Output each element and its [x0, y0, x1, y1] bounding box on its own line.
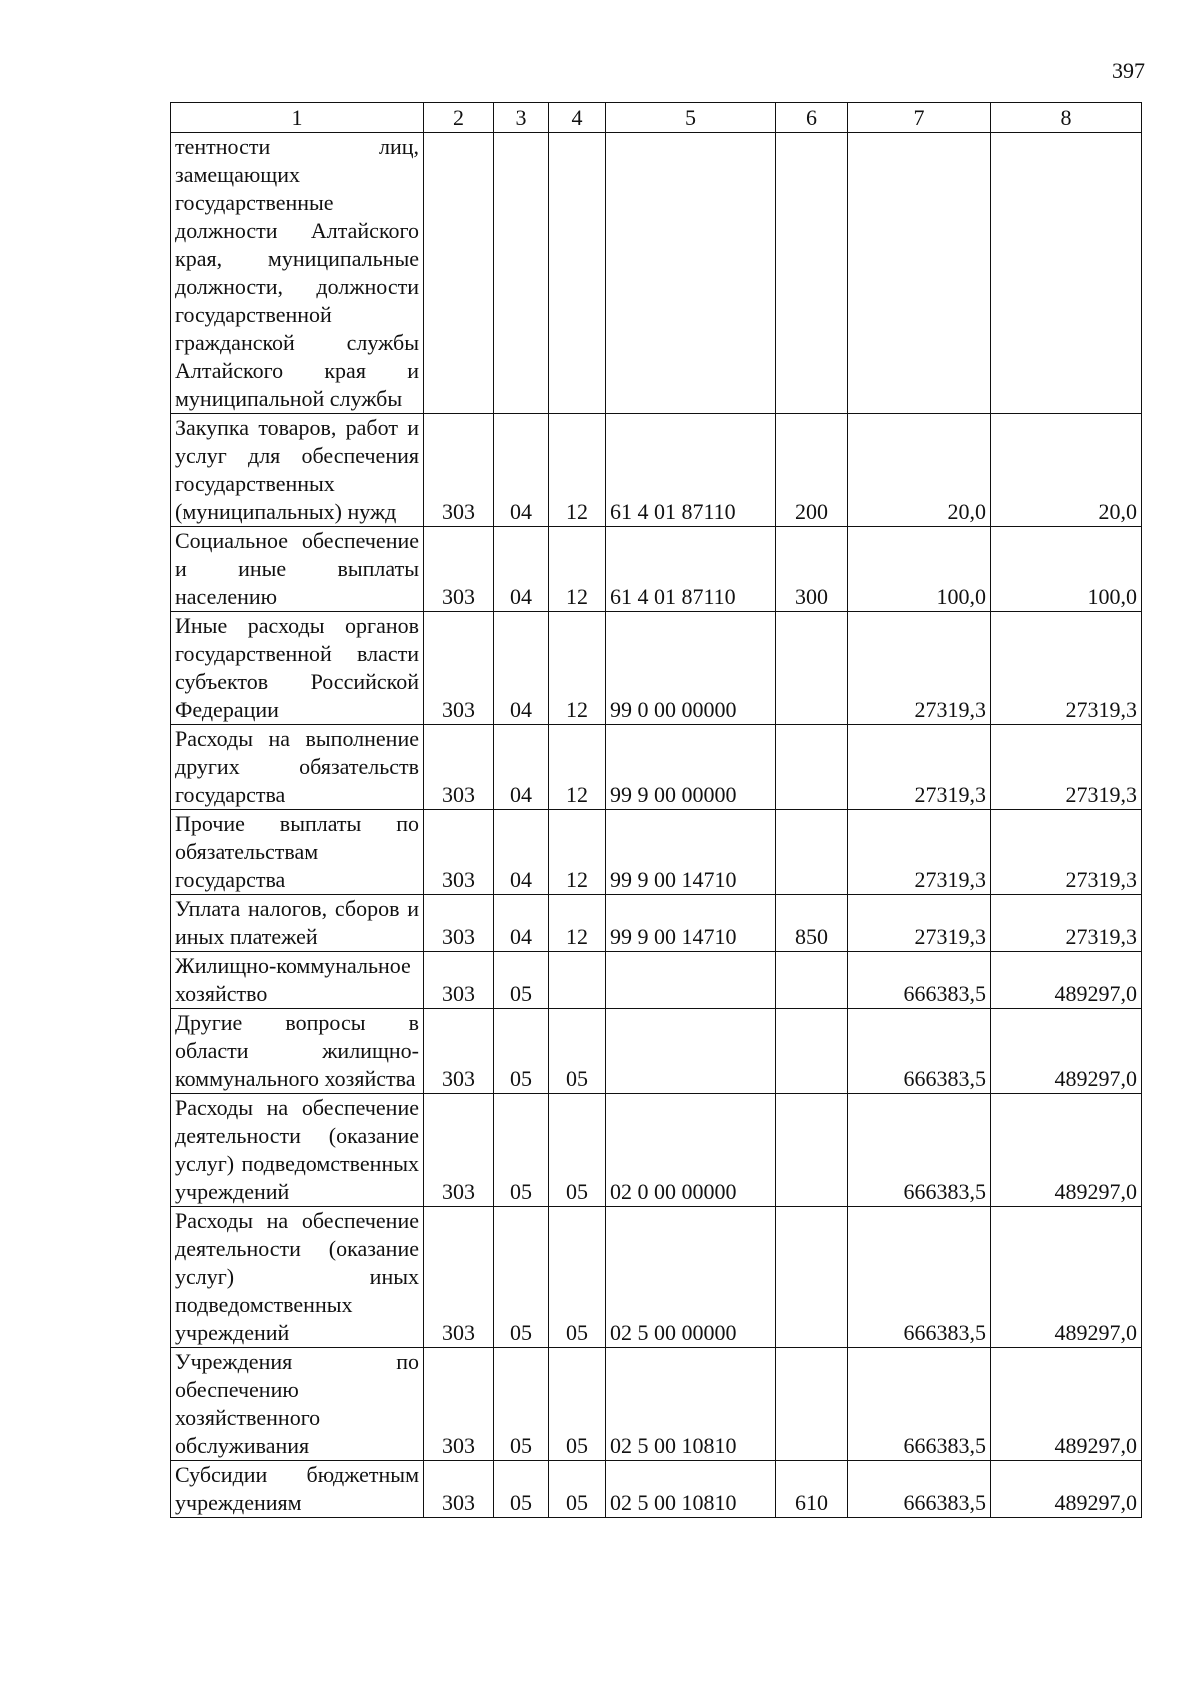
cell-subsection: 12 — [549, 725, 606, 810]
header-cell-7: 7 — [848, 103, 991, 133]
cell-admin-code: 303 — [424, 1094, 494, 1207]
cell-amount-2: 20,0 — [991, 414, 1142, 527]
cell-subsection — [549, 952, 606, 1009]
cell-amount-2: 489297,0 — [991, 1348, 1142, 1461]
cell-target-article: 02 5 00 00000 — [606, 1207, 776, 1348]
cell-section: 05 — [494, 1207, 549, 1348]
cell-amount-1: 27319,3 — [848, 612, 991, 725]
cell-section: 05 — [494, 952, 549, 1009]
cell-amount-2: 489297,0 — [991, 1009, 1142, 1094]
cell-subsection: 05 — [549, 1461, 606, 1518]
row-name: Социальное обеспечение и иные выплаты населению — [171, 527, 424, 612]
cell-expense-type: 610 — [776, 1461, 848, 1518]
cell-section: 04 — [494, 414, 549, 527]
cell-target-article — [606, 952, 776, 1009]
row-name: Уплата налогов, сборов и иных платежей — [171, 895, 424, 952]
row-name: Расходы на выполнение других обязательств государства — [171, 725, 424, 810]
cell-section: 04 — [494, 895, 549, 952]
row-name: Субсидии бюджетным учреждениям — [171, 1461, 424, 1518]
row-name: Расходы на обеспечение деятельности (оказание услуг) иных подведомственных учреждений — [171, 1207, 424, 1348]
cell-target-article: 99 9 00 00000 — [606, 725, 776, 810]
table-row — [171, 612, 1142, 725]
cell-amount-1: 20,0 — [848, 414, 991, 527]
cell-subsection — [549, 133, 606, 414]
table-row — [171, 133, 1142, 414]
row-name: Другие вопросы в области жилищно-коммунального хозяйства — [171, 1009, 424, 1094]
cell-subsection: 12 — [549, 895, 606, 952]
table-row — [171, 414, 1142, 527]
cell-section: 04 — [494, 527, 549, 612]
cell-expense-type: 200 — [776, 414, 848, 527]
header-cell-5: 5 — [606, 103, 776, 133]
cell-expense-type — [776, 1094, 848, 1207]
header-row — [171, 103, 1142, 133]
table-row — [171, 1094, 1142, 1207]
cell-target-article: 99 0 00 00000 — [606, 612, 776, 725]
cell-expense-type — [776, 612, 848, 725]
cell-target-article — [606, 1009, 776, 1094]
cell-section: 04 — [494, 810, 549, 895]
cell-amount-1: 666383,5 — [848, 1348, 991, 1461]
cell-amount-1: 27319,3 — [848, 810, 991, 895]
cell-amount-1: 666383,5 — [848, 1207, 991, 1348]
cell-amount-2: 27319,3 — [991, 612, 1142, 725]
cell-expense-type: 300 — [776, 527, 848, 612]
cell-subsection: 05 — [549, 1094, 606, 1207]
cell-amount-2: 27319,3 — [991, 895, 1142, 952]
cell-amount-2: 489297,0 — [991, 1207, 1142, 1348]
cell-expense-type — [776, 952, 848, 1009]
cell-subsection: 05 — [549, 1207, 606, 1348]
table-row — [171, 527, 1142, 612]
cell-amount-1 — [848, 133, 991, 414]
budget-table — [170, 102, 1142, 1518]
cell-admin-code: 303 — [424, 527, 494, 612]
cell-expense-type — [776, 1009, 848, 1094]
cell-admin-code: 303 — [424, 725, 494, 810]
table-row — [171, 1207, 1142, 1348]
header-cell-4: 4 — [549, 103, 606, 133]
cell-target-article: 02 5 00 10810 — [606, 1461, 776, 1518]
cell-target-article: 61 4 01 87110 — [606, 414, 776, 527]
header-cell-3: 3 — [494, 103, 549, 133]
row-name: Иные расходы органов государственной власти субъектов Российской Федерации — [171, 612, 424, 725]
cell-section: 05 — [494, 1461, 549, 1518]
cell-expense-type — [776, 1348, 848, 1461]
cell-amount-1: 27319,3 — [848, 725, 991, 810]
page-number: 397 — [1112, 58, 1145, 83]
cell-admin-code — [424, 133, 494, 414]
cell-expense-type — [776, 133, 848, 414]
header-cell-2: 2 — [424, 103, 494, 133]
cell-subsection: 05 — [549, 1348, 606, 1461]
cell-section: 04 — [494, 612, 549, 725]
cell-target-article: 61 4 01 87110 — [606, 527, 776, 612]
cell-target-article — [606, 133, 776, 414]
cell-amount-1: 666383,5 — [848, 952, 991, 1009]
cell-expense-type — [776, 725, 848, 810]
table-row — [171, 1461, 1142, 1518]
cell-amount-1: 100,0 — [848, 527, 991, 612]
cell-admin-code: 303 — [424, 810, 494, 895]
cell-section: 05 — [494, 1009, 549, 1094]
row-name: Закупка товаров, работ и услуг для обеспечения государственных (муниципальных) нужд — [171, 414, 424, 527]
cell-section: 04 — [494, 725, 549, 810]
cell-section: 05 — [494, 1348, 549, 1461]
cell-admin-code: 303 — [424, 895, 494, 952]
cell-subsection: 12 — [549, 612, 606, 725]
cell-amount-2 — [991, 133, 1142, 414]
cell-expense-type — [776, 810, 848, 895]
table-row — [171, 1348, 1142, 1461]
cell-amount-1: 666383,5 — [848, 1009, 991, 1094]
table-row — [171, 810, 1142, 895]
cell-admin-code: 303 — [424, 952, 494, 1009]
cell-admin-code: 303 — [424, 1348, 494, 1461]
row-name: Учреждения по обеспечению хозяйственного обслуживания — [171, 1348, 424, 1461]
table-row — [171, 1009, 1142, 1094]
cell-amount-1: 27319,3 — [848, 895, 991, 952]
header-cell-6: 6 — [776, 103, 848, 133]
cell-expense-type: 850 — [776, 895, 848, 952]
cell-admin-code: 303 — [424, 1009, 494, 1094]
row-name: Прочие выплаты по обязательствам государства — [171, 810, 424, 895]
cell-subsection: 12 — [549, 810, 606, 895]
cell-amount-2: 100,0 — [991, 527, 1142, 612]
row-name: тентности лиц, замещающих государственные должности Алтайского края, муниципальные должности, должности государственной гражданской службы Алтайского края и муниципальной службы — [171, 133, 424, 414]
cell-amount-1: 666383,5 — [848, 1461, 991, 1518]
table-row — [171, 895, 1142, 952]
row-name: Жилищно-коммунальное хозяйство — [171, 952, 424, 1009]
cell-admin-code: 303 — [424, 1207, 494, 1348]
table-row — [171, 952, 1142, 1009]
cell-target-article: 02 5 00 10810 — [606, 1348, 776, 1461]
cell-target-article: 99 9 00 14710 — [606, 895, 776, 952]
cell-subsection: 12 — [549, 527, 606, 612]
cell-target-article: 99 9 00 14710 — [606, 810, 776, 895]
row-name: Расходы на обеспечение деятельности (оказание услуг) подведомственных учреждений — [171, 1094, 424, 1207]
cell-subsection: 12 — [549, 414, 606, 527]
cell-admin-code: 303 — [424, 1461, 494, 1518]
cell-admin-code: 303 — [424, 612, 494, 725]
cell-amount-2: 27319,3 — [991, 810, 1142, 895]
header-cell-1: 1 — [171, 103, 424, 133]
cell-admin-code: 303 — [424, 414, 494, 527]
cell-subsection: 05 — [549, 1009, 606, 1094]
cell-amount-1: 666383,5 — [848, 1094, 991, 1207]
header-cell-8: 8 — [991, 103, 1142, 133]
table-row — [171, 725, 1142, 810]
cell-amount-2: 27319,3 — [991, 725, 1142, 810]
cell-amount-2: 489297,0 — [991, 952, 1142, 1009]
cell-amount-2: 489297,0 — [991, 1461, 1142, 1518]
cell-amount-2: 489297,0 — [991, 1094, 1142, 1207]
cell-expense-type — [776, 1207, 848, 1348]
cell-section: 05 — [494, 1094, 549, 1207]
cell-section — [494, 133, 549, 414]
cell-target-article: 02 0 00 00000 — [606, 1094, 776, 1207]
